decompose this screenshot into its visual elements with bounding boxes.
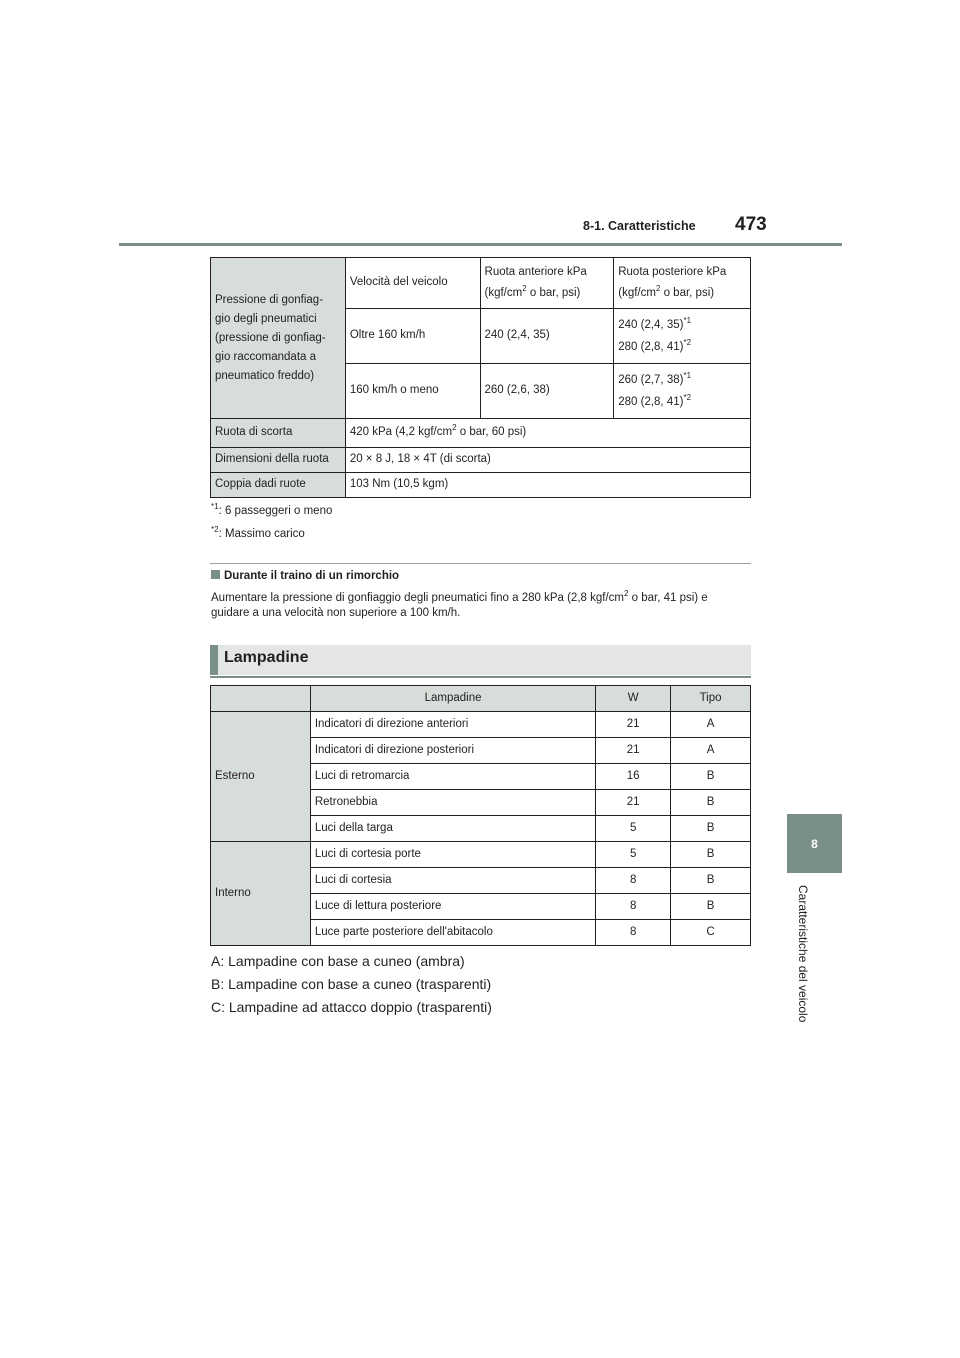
bulb-type: B [671,842,751,868]
table-row [211,473,751,498]
divider [210,563,751,564]
tire-pressure-table [210,257,751,498]
bulb-type: B [671,764,751,790]
bulb-type: A [671,712,751,738]
footnote-2: $^{*2}$: Massimo carico [211,525,305,540]
speed-cell: 160 km/h o meno [345,364,480,419]
bulb-name: Luci di cortesia [310,868,595,894]
towing-heading: Durante il traino di un rimorchio [211,570,399,582]
bulb-type: B [671,894,751,920]
legend-a: A: Lampadine con base a cuneo (ambra) [211,953,465,969]
speed-cell: Oltre 160 km/h [345,309,480,364]
table-row [211,712,751,738]
table-row [211,419,751,448]
torque-value: 103 Nm (10,5 kgm) [345,473,750,498]
pressure-label-line: gio degli pneumatici [215,312,317,325]
spare-label: Ruota di scorta [211,419,346,448]
pressure-label-line: pneumatico freddo) [215,369,315,382]
rear-cell: 260 (2,7, 38)$^{*1}$ 280 (2,8, 41)$^{*2}$ [614,364,751,419]
page-number: 473 [735,214,767,235]
chapter-number: 8 [811,836,818,851]
bulb-type: B [671,868,751,894]
bulb-type: B [671,816,751,842]
bulb-watt: 21 [596,738,671,764]
legend-c: C: Lampadine ad attacco doppio (trasparenti) [211,999,492,1015]
header-rule [119,243,842,246]
pressure-label-line: gio raccomandata a [215,350,317,363]
front-cell: 240 (2,4, 35) [480,309,614,364]
bulb-name: Luci di retromarcia [310,764,595,790]
bulb-watt: 16 [596,764,671,790]
pressure-label-line: Pressione di gonfiag- [215,293,324,306]
wheel-size-value: 20 × 8 J, 18 × 4T (di scorta) [345,448,750,473]
section-marker [210,645,218,675]
col-rear-header: Ruota posteriore kPa ($kgf/cm^2$ o bar, psi) [614,258,751,309]
col-front-header: Ruota anteriore kPa ($kgf/cm^2$ o bar, psi) [480,258,614,309]
col-header-watt: W [596,686,671,712]
torque-label: Coppia dadi ruote [211,473,346,498]
bulb-watt: 8 [596,894,671,920]
bulb-name: Luce parte posteriore dell'abitacolo [310,920,595,946]
bulb-watt: 21 [596,712,671,738]
group-exterior: Esterno [211,712,311,842]
bulb-name: Indicatori di direzione posteriori [310,738,595,764]
col-header-type: Tipo [671,686,751,712]
bulb-type: B [671,790,751,816]
bulb-watt: 5 [596,816,671,842]
bulbs-section-title: Lampadine [224,649,309,666]
bulb-name: Luce di lettura posteriore [310,894,595,920]
bulbs-section-header [210,645,751,675]
bulb-type: C [671,920,751,946]
pressure-label-line: (pressione di gonfiag- [215,331,326,344]
bulb-watt: 5 [596,842,671,868]
section-rule [210,676,751,678]
col-header-bulb: Lampadine [310,686,595,712]
bulb-name: Luci di cortesia porte [310,842,595,868]
bulb-watt: 8 [596,868,671,894]
legend-b: B: Lampadine con base a cuneo (trasparenti) [211,976,492,992]
chapter-tab [787,814,842,873]
pressure-label [211,258,346,419]
rear-cell: 240 (2,4, 35)$^{*1}$ 280 (2,8, 41)$^{*2}$ [614,309,751,364]
col-header [211,686,311,712]
table-row [211,448,751,473]
group-interior: Interno [211,842,311,946]
bulb-name: Luci della targa [310,816,595,842]
bulbs-table [210,685,751,946]
bulb-watt: 21 [596,790,671,816]
footnote-1: $^{*1}$: 6 passeggeri o meno [211,502,333,517]
spare-value: 420 kPa (4,2 kgf/$cm^2$ o bar, 60 psi) [345,419,750,448]
square-bullet-icon [211,570,220,579]
bulb-watt: 8 [596,920,671,946]
wheel-size-label: Dimensioni della ruota [211,448,346,473]
bulb-type: A [671,738,751,764]
chapter-title: Caratteristiche del veicolo [796,885,810,1023]
section-title: 8-1. Caratteristiche [583,219,696,233]
col-speed-header: Velocità del veicolo [345,258,480,309]
table-row [211,842,751,868]
towing-text: Aumentare la pressione di gonfiaggio degli pneumatici fino a 280 kPa (2,8 kgf/$cm^2$ o bar, 41 psi) e guidare a una velocità non superiore a 100 km/h. [211,589,708,619]
bulb-name: Retronebbia [310,790,595,816]
bulb-name: Indicatori di direzione anteriori [310,712,595,738]
front-cell: 260 (2,6, 38) [480,364,614,419]
